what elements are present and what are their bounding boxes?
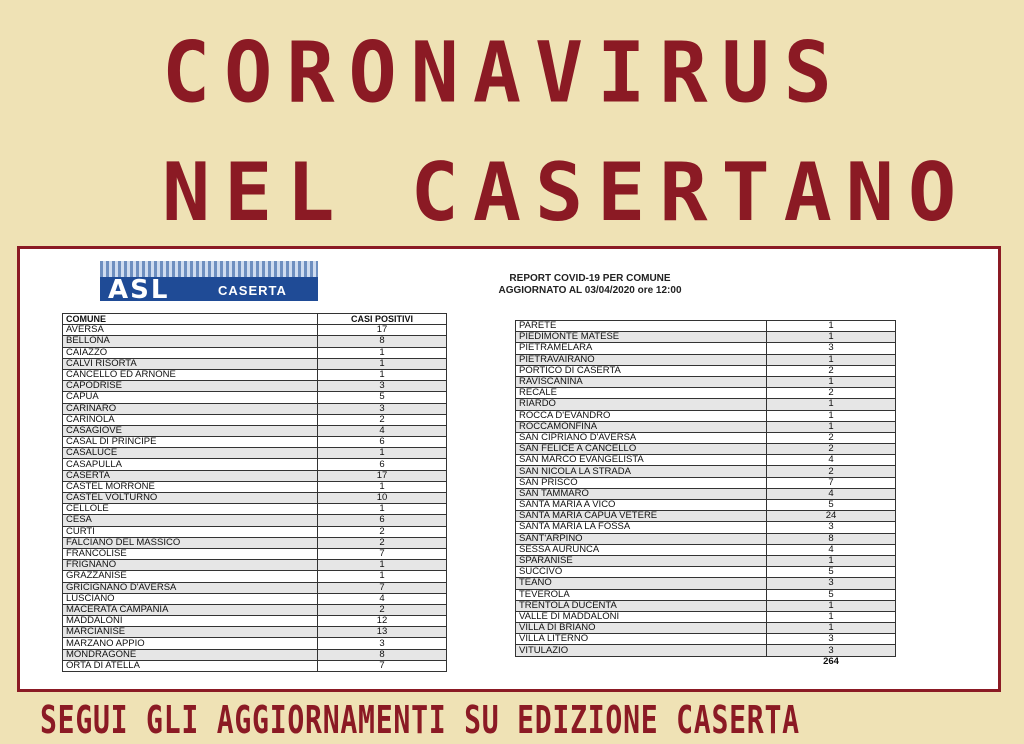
cases-cell: 4 bbox=[318, 593, 447, 604]
comune-cell: CASAL DI PRINCIPE bbox=[63, 437, 318, 448]
cases-cell: 5 bbox=[767, 567, 896, 578]
comune-cell: SANTA MARIA A VICO bbox=[516, 500, 767, 511]
comune-cell: VITULAZIO bbox=[516, 645, 767, 656]
report-panel bbox=[17, 246, 1001, 692]
comune-cell: GRICIGNANO D'AVERSA bbox=[63, 582, 318, 593]
comune-cell: MONDRAGONE bbox=[63, 649, 318, 660]
comune-cell: SAN FELICE A CANCELLO bbox=[516, 444, 767, 455]
comune-cell: FRANCOLISE bbox=[63, 548, 318, 559]
cases-cell: 1 bbox=[767, 376, 896, 387]
comune-cell: ORTA DI ATELLA bbox=[63, 660, 318, 671]
logo-sub-text: CASERTA bbox=[218, 283, 287, 298]
comune-cell: MARCIANISE bbox=[63, 627, 318, 638]
comune-cell: ROCCA D'EVANDRO bbox=[516, 410, 767, 421]
table-row bbox=[63, 627, 447, 638]
cases-table-right bbox=[515, 320, 896, 667]
table-row bbox=[516, 399, 896, 410]
cases-cell: 3 bbox=[318, 403, 447, 414]
cases-cell: 1 bbox=[767, 410, 896, 421]
cases-cell: 4 bbox=[767, 544, 896, 555]
cases-cell: 12 bbox=[318, 616, 447, 627]
cases-cell: 1 bbox=[767, 421, 896, 432]
comune-cell: CELLOLE bbox=[63, 504, 318, 515]
table-row bbox=[516, 600, 896, 611]
table-row bbox=[63, 493, 447, 504]
comune-cell: MARZANO APPIO bbox=[63, 638, 318, 649]
cases-cell: 1 bbox=[767, 600, 896, 611]
logo-main-text: ASL bbox=[108, 275, 170, 305]
report-updated: AGGIORNATO AL 03/04/2020 ore 12:00 bbox=[498, 285, 682, 296]
table-row bbox=[63, 358, 447, 369]
table-row bbox=[516, 343, 896, 354]
cases-cell: 1 bbox=[318, 369, 447, 380]
cases-cell: 7 bbox=[318, 548, 447, 559]
comune-cell: CASERTA bbox=[63, 470, 318, 481]
comune-cell: SAN TAMMARO bbox=[516, 488, 767, 499]
comune-cell: CURTI bbox=[63, 526, 318, 537]
comune-cell: CARINARO bbox=[63, 403, 318, 414]
table-row bbox=[63, 515, 447, 526]
table-row bbox=[516, 634, 896, 645]
cases-cell: 6 bbox=[318, 515, 447, 526]
cases-cell: 8 bbox=[767, 533, 896, 544]
table-row bbox=[516, 555, 896, 566]
table-row bbox=[516, 522, 896, 533]
cases-cell: 8 bbox=[318, 649, 447, 660]
table-row bbox=[63, 381, 447, 392]
comune-cell: LUSCIANO bbox=[63, 593, 318, 604]
comune-cell: PORTICO DI CASERTA bbox=[516, 365, 767, 376]
table-row bbox=[63, 571, 447, 582]
comune-cell: PARETE bbox=[516, 321, 767, 332]
comune-cell: MADDALONI bbox=[63, 616, 318, 627]
comune-cell: CESA bbox=[63, 515, 318, 526]
cases-cell: 2 bbox=[318, 526, 447, 537]
cases-cell: 1 bbox=[318, 560, 447, 571]
comune-cell: CAIAZZO bbox=[63, 347, 318, 358]
table-row bbox=[63, 548, 447, 559]
cases-cell: 1 bbox=[318, 571, 447, 582]
table-row bbox=[516, 500, 896, 511]
comune-cell: SUCCIVO bbox=[516, 567, 767, 578]
table-row bbox=[63, 660, 447, 671]
comune-cell: AVERSA bbox=[63, 325, 318, 336]
cases-cell: 1 bbox=[767, 332, 896, 343]
headline-line-1: CORONAVIRUS bbox=[162, 23, 846, 122]
table-row bbox=[63, 470, 447, 481]
table-row bbox=[516, 589, 896, 600]
comune-cell: RAVISCANINA bbox=[516, 376, 767, 387]
comune-cell: SANTA MARIA CAPUA VETERE bbox=[516, 511, 767, 522]
cases-cell: 1 bbox=[318, 504, 447, 515]
table-row bbox=[63, 593, 447, 604]
table-row bbox=[516, 623, 896, 634]
table-row bbox=[516, 365, 896, 376]
comune-cell: CASAPULLA bbox=[63, 459, 318, 470]
report-header bbox=[440, 273, 740, 297]
table-row bbox=[63, 392, 447, 403]
table-row bbox=[63, 414, 447, 425]
comune-cell: CARINOLA bbox=[63, 414, 318, 425]
comune-cell: PIETRAMELARA bbox=[516, 343, 767, 354]
comune-cell: TRENTOLA DUCENTA bbox=[516, 600, 767, 611]
cases-cell: 5 bbox=[767, 500, 896, 511]
cases-cell: 3 bbox=[767, 522, 896, 533]
comune-cell: CASALUCE bbox=[63, 448, 318, 459]
comune-cell: RIARDO bbox=[516, 399, 767, 410]
comune-cell: FALCIANO DEL MASSICO bbox=[63, 537, 318, 548]
cases-cell: 2 bbox=[318, 537, 447, 548]
cases-cell: 2 bbox=[318, 604, 447, 615]
cases-cell: 4 bbox=[318, 425, 447, 436]
table-row bbox=[516, 544, 896, 555]
table-row bbox=[63, 504, 447, 515]
headline-line-2: NEL CASERTANO bbox=[162, 146, 971, 239]
comune-cell: CANCELLO ED ARNONE bbox=[63, 369, 318, 380]
cases-cell: 2 bbox=[767, 365, 896, 376]
comune-cell: SPARANISE bbox=[516, 555, 767, 566]
cases-cell: 2 bbox=[767, 388, 896, 399]
cases-cell: 4 bbox=[767, 455, 896, 466]
table-row bbox=[516, 578, 896, 589]
table-row bbox=[63, 425, 447, 436]
cases-cell: 5 bbox=[767, 589, 896, 600]
comune-cell: VILLA LITERNO bbox=[516, 634, 767, 645]
comune-cell: SAN CIPRIANO D'AVERSA bbox=[516, 432, 767, 443]
cases-cell: 1 bbox=[318, 481, 447, 492]
cases-cell: 1 bbox=[318, 448, 447, 459]
cases-cell: 1 bbox=[318, 358, 447, 369]
cases-cell: 1 bbox=[767, 354, 896, 365]
cases-cell: 3 bbox=[767, 634, 896, 645]
table-row bbox=[516, 645, 896, 656]
table-row bbox=[63, 582, 447, 593]
cases-cell: 2 bbox=[767, 466, 896, 477]
cases-cell: 1 bbox=[767, 321, 896, 332]
table-row bbox=[63, 437, 447, 448]
table-row bbox=[516, 376, 896, 387]
cases-cell: 3 bbox=[767, 578, 896, 589]
table-row bbox=[516, 332, 896, 343]
table-row bbox=[516, 354, 896, 365]
table-row bbox=[63, 347, 447, 358]
footer-banner: SEGUI GLI AGGIORNAMENTI SU EDIZIONE CASERTA bbox=[40, 698, 800, 742]
cases-cell: 2 bbox=[767, 444, 896, 455]
table-row bbox=[63, 604, 447, 615]
table-row bbox=[516, 321, 896, 332]
table-row bbox=[516, 567, 896, 578]
cases-cell: 1 bbox=[767, 611, 896, 622]
report-title: REPORT COVID-19 PER COMUNE bbox=[509, 273, 671, 284]
table-row bbox=[63, 537, 447, 548]
comune-cell: CASAGIOVE bbox=[63, 425, 318, 436]
asl-caserta-logo bbox=[100, 261, 318, 305]
comune-cell: CALVI RISORTA bbox=[63, 358, 318, 369]
table-row bbox=[63, 448, 447, 459]
cases-cell: 17 bbox=[318, 470, 447, 481]
table-row bbox=[516, 477, 896, 488]
cases-cell: 7 bbox=[767, 477, 896, 488]
column-header-casi: CASI POSITIVI bbox=[318, 314, 447, 325]
cases-cell: 1 bbox=[767, 555, 896, 566]
table-row bbox=[516, 410, 896, 421]
comune-cell: SAN MARCO EVANGELISTA bbox=[516, 455, 767, 466]
table-row bbox=[63, 369, 447, 380]
table-row bbox=[516, 455, 896, 466]
total-cases: 264 bbox=[823, 655, 839, 667]
comune-cell: PIETRAVAIRANO bbox=[516, 354, 767, 365]
table-row bbox=[516, 611, 896, 622]
cases-cell: 24 bbox=[767, 511, 896, 522]
comune-cell: VILLA DI BRIANO bbox=[516, 623, 767, 634]
comune-cell: CAPUA bbox=[63, 392, 318, 403]
comune-cell: TEVEROLA bbox=[516, 589, 767, 600]
comune-cell: MACERATA CAMPANIA bbox=[63, 604, 318, 615]
table-row bbox=[516, 466, 896, 477]
cases-cell: 10 bbox=[318, 493, 447, 504]
comune-cell: PIEDIMONTE MATESE bbox=[516, 332, 767, 343]
table-row bbox=[63, 481, 447, 492]
comune-cell: ROCCAMONFINA bbox=[516, 421, 767, 432]
table-row bbox=[63, 336, 447, 347]
comune-cell: RECALE bbox=[516, 388, 767, 399]
cases-cell: 2 bbox=[318, 414, 447, 425]
cases-cell: 5 bbox=[318, 392, 447, 403]
cases-cell: 4 bbox=[767, 488, 896, 499]
table-row bbox=[63, 616, 447, 627]
comune-cell: SESSA AURUNCA bbox=[516, 544, 767, 555]
cases-cell: 3 bbox=[318, 638, 447, 649]
cases-cell: 2 bbox=[767, 432, 896, 443]
cases-cell: 8 bbox=[318, 336, 447, 347]
comune-cell: SAN PRISCO bbox=[516, 477, 767, 488]
cases-cell: 6 bbox=[318, 437, 447, 448]
comune-cell: TEANO bbox=[516, 578, 767, 589]
comune-cell: SANTA MARIA LA FOSSA bbox=[516, 522, 767, 533]
cases-cell: 1 bbox=[767, 399, 896, 410]
comune-cell: BELLONA bbox=[63, 336, 318, 347]
cases-cell: 7 bbox=[318, 660, 447, 671]
cases-cell: 3 bbox=[767, 645, 896, 656]
table-row bbox=[63, 325, 447, 336]
cases-cell: 1 bbox=[318, 347, 447, 358]
cases-cell: 13 bbox=[318, 627, 447, 638]
table-row bbox=[516, 488, 896, 499]
comune-cell: SAN NICOLA LA STRADA bbox=[516, 466, 767, 477]
cases-cell: 7 bbox=[318, 582, 447, 593]
comune-cell: VALLE DI MADDALONI bbox=[516, 611, 767, 622]
table-row bbox=[516, 432, 896, 443]
table-row bbox=[516, 444, 896, 455]
cases-cell: 3 bbox=[767, 343, 896, 354]
table-row bbox=[516, 533, 896, 544]
table-row bbox=[63, 649, 447, 660]
table-row bbox=[63, 459, 447, 470]
comune-cell: FRIGNANO bbox=[63, 560, 318, 571]
comune-cell: CAPODRISE bbox=[63, 381, 318, 392]
table-row bbox=[516, 421, 896, 432]
cases-cell: 6 bbox=[318, 459, 447, 470]
comune-cell: CASTEL VOLTURNO bbox=[63, 493, 318, 504]
table-row bbox=[63, 638, 447, 649]
cases-cell: 1 bbox=[767, 623, 896, 634]
cases-cell: 17 bbox=[318, 325, 447, 336]
table-row bbox=[63, 403, 447, 414]
table-row bbox=[63, 560, 447, 571]
comune-cell: CASTEL MORRONE bbox=[63, 481, 318, 492]
table-row bbox=[516, 511, 896, 522]
comune-cell: GRAZZANISE bbox=[63, 571, 318, 582]
table-row bbox=[516, 388, 896, 399]
cases-table-left bbox=[62, 313, 447, 672]
comune-cell: SANT'ARPINO bbox=[516, 533, 767, 544]
table-row bbox=[63, 526, 447, 537]
cases-cell: 3 bbox=[318, 381, 447, 392]
column-header-comune: COMUNE bbox=[63, 314, 318, 325]
